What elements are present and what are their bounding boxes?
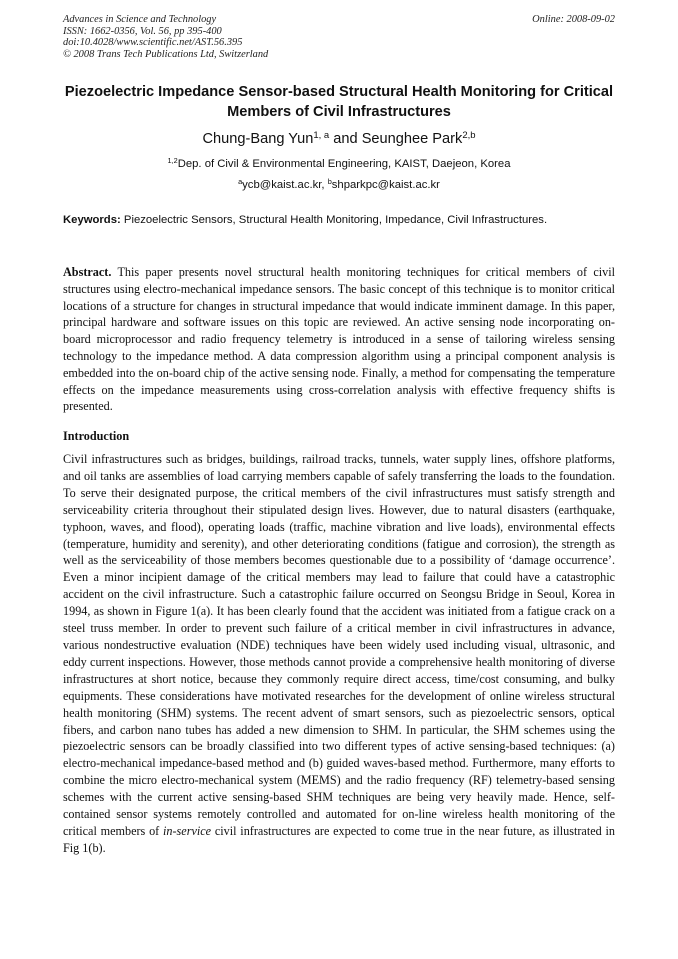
- affiliation-mark: 1,2: [167, 155, 178, 165]
- email-a: ycb@kaist.ac.kr,: [242, 179, 328, 191]
- keywords-label: Keywords:: [63, 214, 121, 226]
- author-2-affiliation-mark: 2,b: [462, 129, 476, 141]
- author-1: Chung-Bang Yun: [202, 131, 314, 147]
- introduction-text: Civil infrastructures such as bridges, buildings, railroad tracks, tunnels, water supply lines, offshore platforms, and oil tanks are assemblies of load carrying members capable of safely transferring the loads to the foundation. To serve their designated purpose, the critical members of the civil infrastructures must satisfy strength and serviceability criteria throughout their stipulated design lives. However, due to natural disasters (earthquake, typhoon, waves, and flood), operating loads (traffic, machine vibration and live loads), environmental effects (temperature, humidity and serenity), and other deteriorating conditions (fatigue and corrosion), the strength as well as the serviceability of those members becomes questionable due to a possibility of ‘damage occurrence’. Even a minor incipient damage of the critical members may lead to failure that could have a catastrophic accident on the civil infrastructure. Such a catastrophic failure occurred on Seongsu Bridge in Seoul, Korea in 1994, as shown in Figure 1(a). It has been clearly found that the accident was initiated from a fatigue crack on a steel truss member. In order to prevent such failure of a critical member in civil infrastructures in advance, various nondestructive evaluation (NDE) techniques have been widely used including visual, ultrasonic, and eddy current inspections. However, those methods cannot provide a comprehensive health monitoring of diverse infrastructures at short notice, because they commonly require direct access, time/cost consuming, and bulky equipments. These considerations have motivated researches for the development of online wireless structural health monitoring (SHM) systems. The recent advent of smart sensors, such as piezoelectric sensors, optical fibers, and carbon nano tubes has added a new dimension to SHM. In particular, the SHM schemes using the piezoelectric sensors can be broadly classified into two different types of active sensing-based techniques: (a) electro-mechanical impedance-based method and (b) guided waves-based method. Furthermore, many efforts to combine the micro electro-mechanical system (MEMS) and the radio frequency (RF) telemetry-based sensing schemes with the current active sensing-based SHM techniques are being very heavily made. Hence, self-contained sensor systems remotely controlled and automated for on-line wireless health monitoring of the critical members of: [63, 452, 615, 838]
- author-conjunction: and: [329, 131, 362, 147]
- author-emails: [40, 178, 638, 193]
- paper-title: Piezoelectric Impedance Sensor-based Structural Health Monitoring for Critical Members of Civil Infrastructures: [64, 84, 614, 120]
- issn-line: ISSN: 1662-0356, Vol. 56, pp 395-400: [63, 25, 222, 37]
- introduction-heading: Introduction: [63, 429, 130, 443]
- introduction-body: [63, 451, 615, 857]
- abstract: [63, 264, 615, 415]
- doi-line: doi:10.4028/www.scientific.net/AST.56.395: [63, 37, 243, 48]
- introduction-text-end: civil infrastructures are expected to come true in the near future, as illustrated in Fig 1(b).: [63, 823, 615, 855]
- online-date: Online: 2008-09-02: [532, 14, 615, 25]
- email-b-mark: b: [327, 176, 332, 186]
- affiliation: [40, 157, 638, 172]
- journal-name: Advances in Science and Technology: [63, 14, 217, 25]
- copyright-line: © 2008 Trans Tech Publications Ltd, Switzerland: [63, 48, 269, 60]
- email-a-mark: a: [238, 176, 243, 186]
- author-line: [40, 129, 638, 149]
- author-1-affiliation-mark: 1, a: [313, 129, 330, 141]
- keywords: [63, 213, 623, 228]
- keywords-text: Piezoelectric Sensors, Structural Health Monitoring, Impedance, Civil Infrastructures.: [120, 214, 548, 226]
- affiliation-text: Dep. of Civil & Environmental Engineering, KAIST, Daejeon, Korea: [177, 158, 511, 170]
- abstract-label: Abstract.: [63, 265, 112, 279]
- email-b: shparkpc@kaist.ac.kr: [331, 179, 440, 191]
- introduction-italic: in-service: [163, 823, 212, 838]
- author-2: Seunghee Park: [361, 131, 463, 147]
- journal-header: [63, 14, 423, 60]
- abstract-text: This paper presents novel structural health monitoring techniques for critical members of civil structures using electro-mechanical impedance sensors. The basic concept of this technique is to monitor critical locations of a structure for changes in structural impedance that would indicate imminent damage. In this paper, principal hardware and software issues on this topic are reviewed. An active sensing node incorporating on-board microprocessor and radio frequency telemetry is introduced in a sense of tailoring wireless sensing technology to the impedance method. A data compression algorithm using a principal component analysis is embedded into the on-board chip of the active sensing node. Finally, a method for compensating the temperature effects on the impedance measurements using cross-correlation analysis with effective frequency shifts is presented.: [63, 265, 615, 414]
